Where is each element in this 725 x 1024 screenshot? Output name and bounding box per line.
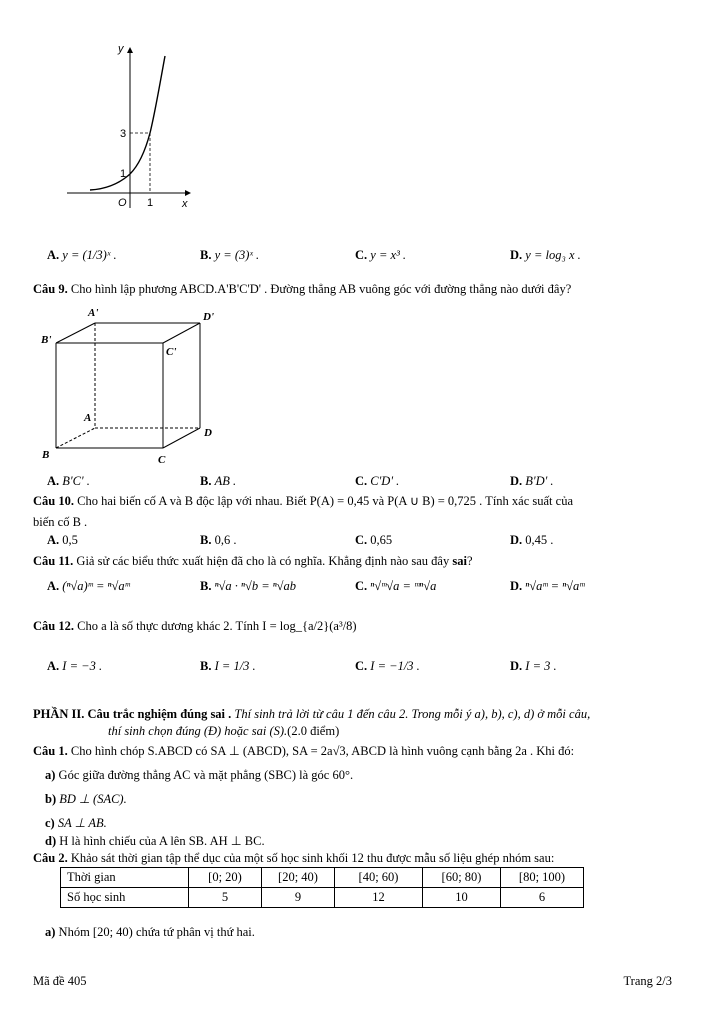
q10-stem-cont: biến cố B . — [33, 515, 88, 529]
label-D1: D' — [203, 311, 214, 323]
p2q1-item-c: c) SA ⊥ AB. — [45, 816, 107, 830]
table-cell: [80; 100) — [501, 868, 584, 888]
label-D: D — [204, 427, 212, 439]
p2q2-stem: Câu 2. Khảo sát thời gian tập thể dục của một số học sinh khối 12 thu được mẫu số liệu ghép nhóm sau: — [33, 851, 555, 865]
p2q2-item-a: a) Nhóm [20; 40) chứa tứ phân vị thứ hai. — [45, 925, 255, 939]
label-C1: C' — [166, 346, 177, 358]
part2-instr-cont: thí sinh chọn đúng (Đ) hoặc sai (S).(2.0 điểm) — [108, 724, 340, 738]
table-cell: 6 — [501, 888, 584, 908]
q11-stem: Câu 11. Giả sử các biểu thức xuất hiện đã cho là có nghĩa. Khẳng định nào sau đây sai? — [33, 554, 473, 568]
p2q1-item-b: b) BD ⊥ (SAC). — [45, 792, 127, 806]
label-B: B — [42, 449, 50, 461]
p2q1-item-a: a) Góc giữa đường thẳng AC và mặt phẳng (SBC) là góc 60°. — [45, 768, 354, 782]
label-A: A — [84, 412, 92, 424]
table-cell: [40; 60) — [335, 868, 423, 888]
q10-stem: Câu 10. Cho hai biến cố A và B độc lập với nhau. Biết P(A) = 0,45 và P(A ∪ B) = 0,725 . Tính xác suất của — [33, 494, 573, 508]
q12-stem: Câu 12. Cho a là số thực dương khác 2. Tính I = log_{a/2}(a³/8) — [33, 619, 357, 633]
y-tick-1: 1 — [120, 168, 127, 180]
origin-label: O — [118, 197, 127, 209]
x-tick-1: 1 — [147, 197, 154, 209]
table-row — [61, 888, 584, 908]
table-head-count: Số học sinh — [61, 888, 189, 908]
footer-page: Trang 2/3 — [623, 974, 672, 988]
y-tick-3: 3 — [120, 128, 127, 140]
table-cell: 12 — [335, 888, 423, 908]
table-cell: [60; 80) — [423, 868, 501, 888]
part2-title: PHẦN II. Câu trắc nghiệm đúng sai . Thí sinh trả lời từ câu 1 đến câu 2. Trong mỗi ý a), b), c), d) ở mỗi câu, — [33, 707, 591, 721]
frequency-table — [60, 867, 584, 908]
table-cell: 5 — [189, 888, 262, 908]
table-cell: 10 — [423, 888, 501, 908]
x-axis-label: x — [182, 198, 188, 210]
y-axis-label: y — [118, 43, 124, 55]
q9-stem: Câu 9. Cho hình lập phương ABCD.A'B'C'D' . Đường thẳng AB vuông góc với đường thẳng nào dưới đây? — [33, 282, 572, 296]
table-cell: 9 — [262, 888, 335, 908]
table-row — [61, 868, 584, 888]
exponential-curve — [90, 56, 165, 190]
label-B1: B' — [41, 334, 52, 346]
exponential-graph — [62, 38, 202, 213]
table-cell: [20; 40) — [262, 868, 335, 888]
label-C: C — [158, 454, 166, 466]
footer-code: Mã đề 405 — [33, 974, 87, 988]
p2q1-item-d: d) H là hình chiếu của A lên SB. AH ⊥ BC. — [45, 834, 265, 848]
label-A1: A' — [88, 307, 99, 319]
p2q1-stem: Câu 1. Cho hình chóp S.ABCD có SA ⊥ (ABCD), SA = 2a√3, ABCD là hình vuông cạnh bằng 2a . Khi đó: — [33, 744, 575, 758]
table-head-time: Thời gian — [61, 868, 189, 888]
cube-figure — [38, 303, 223, 468]
table-cell: [0; 20) — [189, 868, 262, 888]
